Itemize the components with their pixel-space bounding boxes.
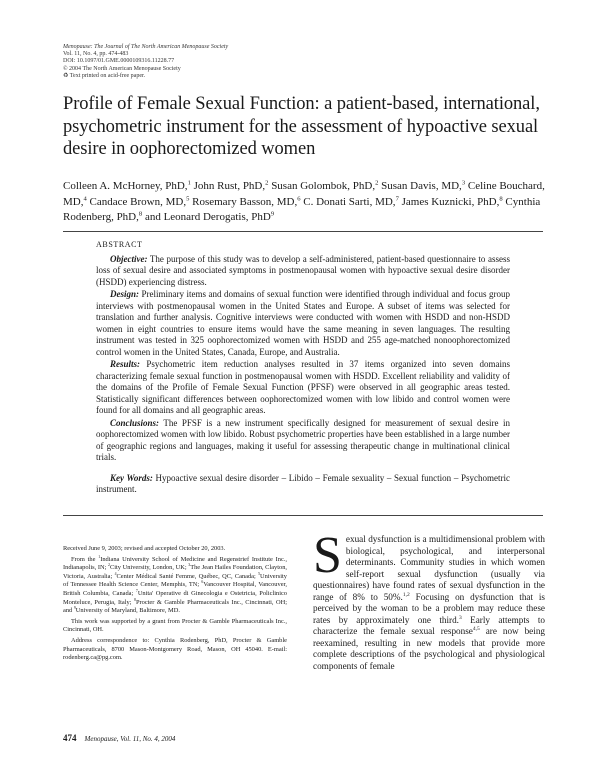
acid-free-note [63, 73, 228, 80]
objective-text: The purpose of this study was to develop a self-administered, patient-based questionnaire to assess loss of sexual desire and associated symptoms in postmenopausal women with hypoactive sexual desire disorder (HSDD) experiencing distress. [96, 253, 510, 287]
author-name: Celine Bouchard, MD, [63, 180, 545, 208]
author-name: Susan Davis, MD, [381, 180, 462, 192]
author-affiliation-mark: 7 [395, 194, 399, 202]
abstract-objective [96, 254, 510, 289]
author [192, 196, 303, 208]
design-text: Preliminary items and domains of sexual function were identified through individual and focus group interviews with postmenopausal women in the United States and Europe. A subset of items was selected for translation and further analysis. Cognitive interviews were conducted with women with HSDD and non-HSDD women in eight countries to ensure items would have the same meaning in seven languages. The resulting instrument was tested in 325 oophorectomized women with HSDD and 255 age-matched nonoophorectomized control women in the United States, Canada, Europe, and Australia. [96, 289, 510, 357]
conclusions-text: The PFSF is a new instrument specifically designed for measurement of sexual desire in oophorectomized women with low libido. Robust psychometric properties have been established in a large number of geographic regions and languages, making it useful for assessing therapeutic change in multinational clinical trials. [96, 417, 510, 462]
author [90, 196, 193, 208]
author-name: Rosemary Basson, MD, [192, 195, 298, 208]
author [194, 180, 272, 192]
correspondence-note: Address correspondence to: Cynthia Rodenberg, PhD, Procter & Gamble Pharmaceuticals, 8700 Mason-Montgomery Road, Mason, OH 45040. E-mail: rodenberg.ca@pg.com. [63, 636, 287, 662]
author [381, 180, 468, 192]
affiliation-mark: 2 [108, 563, 110, 568]
abstract-design [96, 289, 510, 358]
affiliation-mark: 4 [114, 571, 117, 576]
journal-copyright: © 2004 The North American Menopause Society [63, 65, 181, 72]
affiliation-mark: 5 [258, 571, 261, 576]
author-affiliation-mark: 8 [138, 210, 143, 218]
author-name: Leonard Derogatis, PhD [163, 211, 271, 223]
affiliation-mark: 7 [135, 588, 138, 593]
affiliation-mark: 6 [201, 580, 204, 585]
affiliation-mark: 1 [98, 554, 101, 559]
affiliation-text: Procter & Gamble Pharmaceuticals Inc., Cincinnati, OH; and [63, 598, 288, 615]
abstract-bottom-rule [63, 515, 543, 516]
author-affiliation-mark: 8 [499, 194, 503, 202]
author-affiliation-mark: 6 [297, 194, 301, 202]
body-paragraph-part: exual dysfunction is a multidimensional problem with biological, psychological, and interpersonal determinants. Community studies in which women self-report sexual dysfunction (usually via questionnaires) have found rates of sexual dysfunction in the range of 8% to 50%. [313, 534, 545, 602]
author-list [63, 179, 553, 226]
results-label: Results: [110, 359, 141, 369]
author-affiliation-mark: 1 [187, 179, 191, 187]
article-title: Profile of Female Sexual Function: a patient-based, international, psychometric instrument for the assessment of hypoactive sexual desire in oophorectomized women [63, 94, 540, 159]
affiliation-text: Unita' Operative di Ginecologia e Ostetricia, Policlinico Monteluce, Perugia, Italy; [63, 589, 287, 606]
received-note: Received June 9, 2003; revised and accepted October 20, 2003. [63, 545, 226, 552]
abstract [96, 239, 510, 497]
citation-mark: 4,5 [472, 625, 480, 632]
body-paragraph-part: are now being reexamined, resulting in new models that provide more complete descriptions of the psychological and physiological components of female [313, 626, 546, 671]
affiliation-text: University of Maryland, Baltimore, MD. [75, 607, 180, 615]
drop-cap: S [313, 527, 342, 584]
author-name: Candace Brown, MD, [89, 195, 187, 208]
article-notes [63, 545, 287, 665]
body-text [313, 527, 546, 672]
author-affiliation-mark: 2 [375, 179, 379, 187]
affiliation-text: Center Médical Santé Femme, Québec, QC, Canada; [116, 572, 259, 580]
footer-journal-ref: Menopause, Vol. 11, No. 4, 2004 [84, 735, 176, 743]
abstract-results [96, 359, 510, 417]
affiliation-text: City University, London, UK; [109, 564, 189, 572]
page-number: 474 [63, 733, 77, 743]
page-footer [63, 733, 175, 743]
affiliations-intro: From the [71, 555, 99, 563]
affiliation-text: Vancouver Hospital, Vancouver, British Columbia, Canada; [63, 581, 287, 597]
author-affiliation-mark: 4 [83, 194, 87, 202]
journal-header [63, 44, 228, 80]
author-affiliation-mark: 5 [186, 194, 190, 202]
support-note: This work was supported by a grant from Procter & Gamble Pharmaceuticals Inc., Cincinnati, OH. [63, 617, 287, 634]
affiliation-mark: 3 [188, 563, 191, 568]
author-affiliation-mark: 2 [265, 179, 269, 187]
affiliation-mark: 8 [134, 597, 136, 602]
author-affiliation-mark: 3 [461, 179, 466, 187]
author [303, 196, 401, 208]
keywords-text: Hypoactive sexual desire disorder – Libido – Female sexuality – Sexual function – Psychometric instrument. [96, 472, 510, 494]
author-name: C. Donati Sarti, MD, [303, 195, 396, 208]
recycle-icon: ♻ [63, 72, 69, 79]
journal-name: Menopause: The Journal of The North American Menopause Society [63, 44, 229, 50]
author-name: John Rust, PhD, [193, 180, 266, 192]
body-paragraph-part: Focusing on dysfunction that is perceived by the woman to be a problem may reduce these rates by approximately one third. [313, 591, 546, 625]
author [164, 211, 275, 223]
author-affiliation-mark: 9 [270, 210, 275, 218]
keywords-label: Key Words: [110, 472, 153, 483]
author-name: Susan Golombok, PhD, [271, 180, 376, 192]
objective-label: Objective: [110, 253, 148, 264]
affiliation-text: The Jean Hailes Foundation, Clayton, Victoria, Australia; [63, 564, 287, 580]
citation-mark: 1,2 [402, 591, 410, 598]
author-name: James Kuznicki, PhD, [401, 195, 500, 208]
affiliation-mark: 9 [73, 606, 76, 611]
journal-volume: Vol. 11, No. 4, pp. 474-483 [63, 51, 129, 58]
body-paragraph-part: Early attempts to characterize the female sexual response [313, 614, 545, 636]
author [63, 180, 194, 192]
author [402, 196, 506, 208]
conclusions-label: Conclusions: [110, 417, 160, 428]
abstract-heading: ABSTRACT [96, 240, 143, 249]
abstract-top-rule [63, 231, 543, 232]
author [271, 180, 381, 192]
design-label: Design: [110, 289, 139, 299]
acid-free-text: Text printed on acid-free paper. [69, 72, 146, 79]
affiliation-text: University of Tennessee Health Science Center, Memphis, TN; [63, 572, 287, 589]
author-separator: and [142, 211, 164, 223]
affiliation-text: Indiana University School of Medicine and Regenstrief Institute Inc., Indianapolis, IN; [63, 555, 287, 572]
results-text: Psychometric item reduction analyses resulted in 37 items organized into seven domains characterizing female sexual function in postmenopausal women with HSDD. Excellent reliability and validity of the domains of the Profile of Female Sexual Function (PFSF) were observed in all geographic areas tested. Statistically significant differences between oophorectomized women with low libido and control women were found for all domains and all geographic areas. [96, 359, 510, 415]
abstract-keywords [96, 473, 510, 496]
journal-doi: DOI: 10.1097/01.GME.0000109316.11228.77 [63, 58, 175, 65]
affiliations [63, 556, 287, 616]
author-name: Cynthia Rodenberg, PhD, [63, 195, 541, 223]
abstract-conclusions [96, 418, 510, 464]
author-name: Colleen A. McHorney, PhD, [63, 180, 188, 192]
citation-mark: 3 [458, 614, 462, 621]
